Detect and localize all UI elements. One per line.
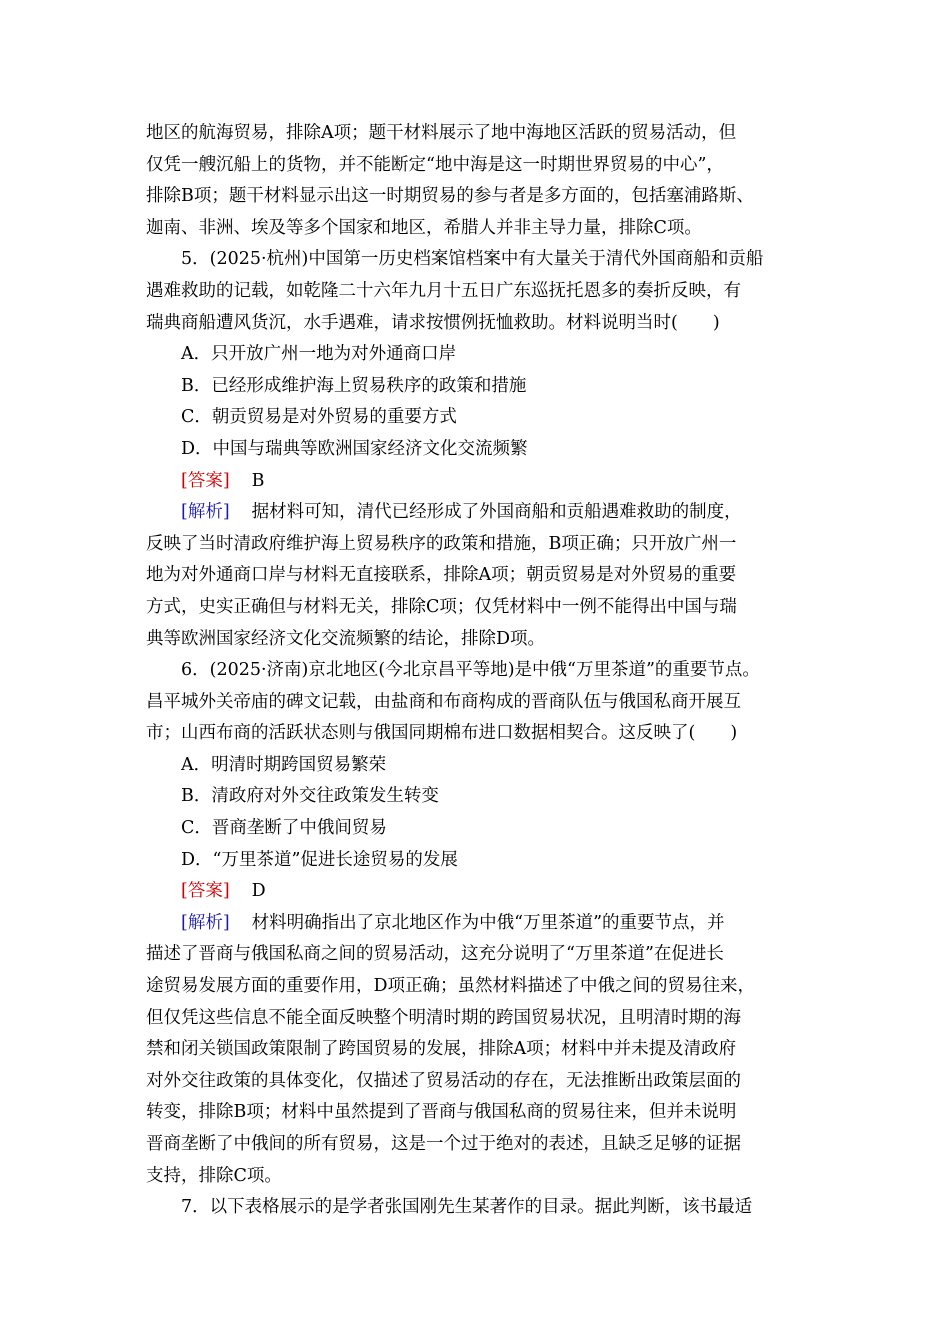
analysis-line: 但仅凭这些信息不能全面反映整个明清时期的跨国贸易状况，且明清时期的海 bbox=[146, 1007, 741, 1028]
question-7 bbox=[146, 1192, 810, 1224]
question-5 bbox=[146, 244, 810, 655]
analysis-line: 典等欧洲国家经济文化交流频繁的结论，排除D项。 bbox=[146, 628, 546, 649]
question-stem-line: 7．以下表格展示的是学者张国刚先生某著作的目录。据此判断，该书最适 bbox=[181, 1197, 753, 1218]
text-line: 仅凭一艘沉船上的货物，并不能断定“地中海是这一时期世界贸易的中心”， bbox=[146, 154, 724, 175]
analysis-line: 途贸易发展方面的重要作用，D项正确；虽然材料描述了中俄之间的贸易往来， bbox=[146, 976, 756, 997]
answer-line bbox=[146, 876, 810, 908]
question-stem-line: 昌平城外关帝庙的碑文记载，由盐商和布商构成的晋商队伍与俄国私商开展互 bbox=[146, 691, 741, 712]
analysis-line: 方式，史实正确但与材料无关，排除C项；仅凭材料中一例不能得出中国与瑞 bbox=[146, 596, 737, 617]
analysis-line: 晋商垄断了中俄间的所有贸易，这是一个过于绝对的表述，且缺乏足够的证据 bbox=[146, 1134, 741, 1154]
text-line: 迦南、非洲、埃及等多个国家和地区，希腊人并非主导力量，排除C项。 bbox=[146, 217, 702, 238]
analysis-line bbox=[146, 908, 810, 940]
analysis-line: 反映了当时清政府维护海上贸易秩序的政策和措施，B项正确；只开放广州一 bbox=[146, 533, 737, 554]
analysis-line: 地为对外通商口岸与材料无直接联系，排除A项；朝贡贸易是对外贸易的重要 bbox=[146, 565, 737, 586]
answer-line bbox=[146, 466, 810, 498]
option-c: C．朝贡贸易是对外贸易的重要方式 bbox=[181, 407, 457, 428]
analysis-tag: [解析] bbox=[181, 502, 230, 523]
option-d: D．“万里茶道”促进长途贸易的发展 bbox=[181, 849, 458, 870]
analysis-line: 对外交往政策的具体变化，仅描述了贸易活动的存在，无法推断出政策层面的 bbox=[146, 1070, 741, 1091]
option-b: B．清政府对外交往政策发生转变 bbox=[181, 786, 439, 807]
question-stem-line: 瑞典商船遭风货沉，水手遇难，请求按惯例抚恤救助。材料说明当时( ) bbox=[146, 312, 720, 333]
answer-tag: [答案] bbox=[181, 881, 230, 902]
text-line: 地区的航海贸易，排除A项；题干材料展示了地中海地区活跃的贸易活动，但 bbox=[146, 123, 737, 143]
question-stem-line: 5．(2025·杭州)中国第一历史档案馆档案中有大量关于清代外国商船和贡船 bbox=[181, 249, 764, 270]
analysis-line bbox=[146, 497, 810, 529]
answer-value: B bbox=[251, 470, 265, 491]
analysis-line: 描述了晋商与俄国私商之间的贸易活动，这充分说明了“万里茶道”在促进长 bbox=[146, 944, 724, 965]
analysis-text: 材料明确指出了京北地区作为中俄“万里茶道”的重要节点，并 bbox=[251, 912, 725, 933]
previous-analysis-continuation bbox=[146, 118, 810, 244]
option-c: C．晋商垄断了中俄间贸易 bbox=[181, 818, 387, 839]
question-stem-line: 市；山西布商的活跃状态则与俄国同期棉布进口数据相契合。这反映了( ) bbox=[146, 723, 738, 744]
document-body bbox=[146, 118, 810, 1224]
question-6 bbox=[146, 655, 810, 1192]
question-stem-line: 遇难救助的记载，如乾隆二十六年九月十五日广东巡抚托恩多的奏折反映，有 bbox=[146, 280, 741, 301]
analysis-line: 转变，排除B项；材料中虽然提到了晋商与俄国私商的贸易往来，但并未说明 bbox=[146, 1102, 737, 1123]
option-b: B．已经形成维护海上贸易秩序的政策和措施 bbox=[181, 375, 527, 396]
option-a: A．只开放广州一地为对外通商口岸 bbox=[181, 344, 457, 365]
option-d: D．中国与瑞典等欧洲国家经济文化交流频繁 bbox=[181, 438, 528, 459]
analysis-tag: [解析] bbox=[181, 912, 230, 933]
analysis-text: 据材料可知，清代已经形成了外国商船和贡船遇难救助的制度， bbox=[251, 502, 742, 523]
question-stem-line: 6．(2025·济南)京北地区(今北京昌平等地)是中俄“万里茶道”的重要节点。 bbox=[181, 660, 760, 681]
text-line: 排除B项；题干材料显示出这一时期贸易的参与者是多方面的，包括塞浦路斯、 bbox=[146, 186, 754, 207]
analysis-line: 支持，排除C项。 bbox=[146, 1165, 282, 1186]
option-a: A．明清时期跨国贸易繁荣 bbox=[181, 754, 387, 775]
analysis-line: 禁和闭关锁国政策限制了跨国贸易的发展，排除A项；材料中并未提及清政府 bbox=[146, 1039, 737, 1060]
answer-tag: [答案] bbox=[181, 470, 230, 491]
answer-value: D bbox=[251, 881, 266, 902]
